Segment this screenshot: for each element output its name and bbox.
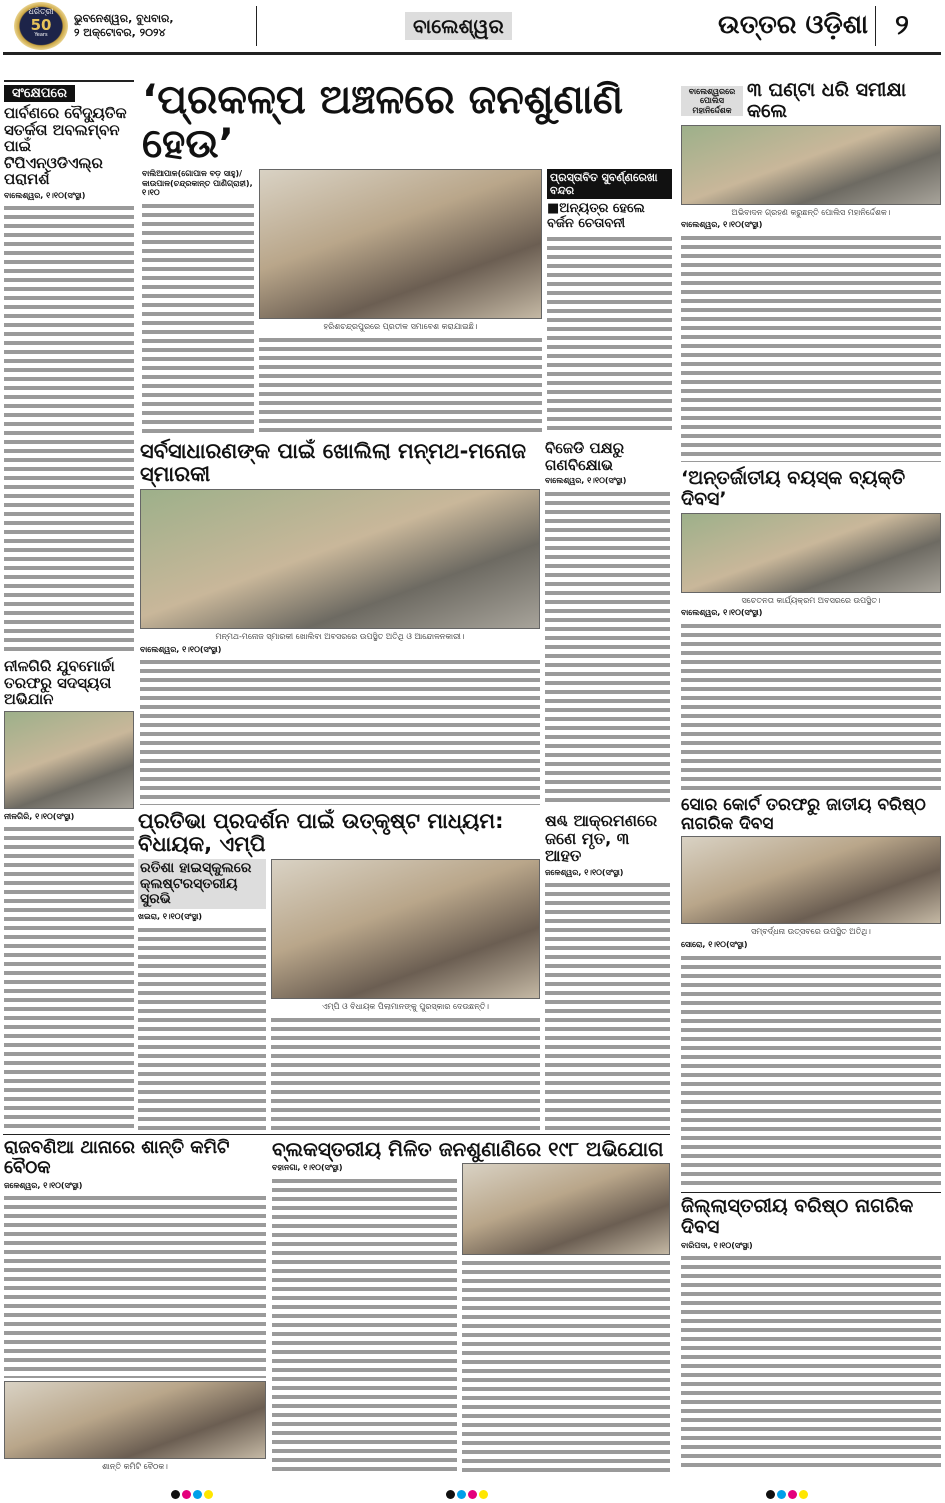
- soro-caption: ସମ୍ବର୍ଦ୍ଧନା ଉତ୍ସବରେ ଉପସ୍ଥିତ ଅତିଥି।: [751, 927, 871, 937]
- district-body: [681, 1253, 941, 1472]
- talent-caption: ଏମ୍ପି ଓ ବିଧାୟକ ପିଲାମାନଙ୍କୁ ପୁରସ୍କାର ଦେଉଛନ୍ତି।: [321, 1002, 490, 1012]
- divider: [875, 6, 876, 46]
- lead-dateline: ବାଲିଆପାଳ(ଗୋପାଳ ବଡ଼ ସାହୁ)/ କାଉପାଳ(ଚନ୍ଦ୍ରକାନ୍ତ ପାଣିଗ୍ରାହୀ), ୧।୧୦: [142, 169, 253, 198]
- district-story: [681, 1196, 941, 1472]
- block-story: [272, 1138, 670, 1472]
- lead-body-3: [547, 234, 672, 434]
- dgp-body: [681, 233, 941, 462]
- logo-text: ଧରିତ୍ରୀ: [28, 7, 54, 16]
- elderly-intl-headline: ‘ଅନ୍ତର୍ଜାତୀୟ ବୟସ୍କ ବ୍ୟକ୍ତି ଦିବସ’: [681, 467, 906, 510]
- dgp-photo: [681, 125, 941, 205]
- section-title: ଉତ୍ତର ଓଡ଼ିଶା: [718, 10, 868, 40]
- peace-dateline: ଜଳେଶ୍ୱର, ୧।୧୦(ସଂସ୍ଥା): [4, 1180, 83, 1190]
- memorial-dateline: ବାଲେଶ୍ୱର, ୧।୧୦(ସଂସ୍ଥା): [140, 644, 222, 654]
- divider: [256, 6, 257, 46]
- peace-headline: ରାଜବଣିଆ ଥାନାରେ ଶାନ୍ତି କମିଟି ବୈଠକ: [4, 1137, 230, 1178]
- lead-kicker: ପ୍ରସ୍ତାବିତ ସୁବର୍ଣ୍ଣରେଖା ବନ୍ଦର: [547, 169, 672, 199]
- elderly-intl-story: [681, 468, 941, 790]
- bull-dateline: ଜଳେଶ୍ୱର, ୧।୧୦(ସଂସ୍ଥା): [545, 867, 624, 877]
- bjd-body: [545, 489, 670, 805]
- page-number: ୨: [895, 8, 909, 41]
- soro-dateline: ସୋରୋ, ୧।୧୦(ସଂସ୍ଥା): [681, 939, 748, 949]
- logo-years: 50: [30, 15, 52, 34]
- lead-headline: ‘ପ୍ରକଳ୍ପ ଅଞ୍ଚଳରେ ଜନଶୁଣାଣି ହେଉ’: [142, 77, 624, 167]
- talent-dateline: ଖଇରା, ୧।୧୦(ସଂସ୍ଥା): [138, 912, 203, 922]
- block-photo: [462, 1163, 670, 1255]
- memorial-caption: ମନ୍ମଥ-ମନୋଜ ସ୍ମାରକୀ ଖୋଲିବା ଅବସରରେ ଉପସ୍ଥିତ ଅତିଥି ଓ ଆନ୍ଦୋଳନକାରୀ।: [215, 632, 465, 642]
- nilgiri-body: [4, 824, 134, 1130]
- peace-caption: ଶାନ୍ତି କମିଟି ବୈଠକ।: [102, 1462, 168, 1472]
- divider: [3, 1134, 670, 1135]
- district-headline: ଜିଲ୍ଲାସ୍ତରୀୟ ବରିଷ୍ଠ ନାଗରିକ ଦିବସ: [681, 1195, 914, 1238]
- brief-story: [4, 80, 134, 654]
- elderly-intl-caption: ସଚେତନତା କାର୍ଯ୍ୟକ୍ରମ ଅବସରରେ ଉପସ୍ଥିତ।: [741, 595, 881, 605]
- talent-body-2: [271, 1015, 540, 1130]
- talent-body: [138, 925, 266, 1130]
- memorial-photo: [140, 489, 540, 629]
- talent-headline: ପ୍ରତିଭା ପ୍ରଦର୍ଶନ ପାଇଁ ଉତ୍କୃଷ୍ଟ ମାଧ୍ୟମ: ବିଧାୟକ, ଏମ୍ପି: [138, 809, 504, 857]
- bull-body: [545, 880, 670, 1130]
- lead-story: [142, 78, 672, 434]
- soro-headline: ସୋର କୋର୍ଟ ତରଫରୁ ଜାତୀୟ ବରିଷ୍ଠ ନାଗରିକ ଦିବସ: [681, 795, 926, 834]
- elderly-intl-photo: [681, 513, 941, 593]
- brief-headline: ପାର୍ବଣରେ ବୈଦ୍ୟୁତିକ ସତର୍କତା ଅବଲମ୍ବନ ପାଇଁ ଟିପିଏନ୍ଓଡିଏଲ୍ର ପରାମର୍ଶ: [4, 104, 127, 188]
- lead-body-2: [259, 335, 542, 434]
- date-place: ଭୁବନେଶ୍ୱର, ବୁଧବାର,: [74, 12, 174, 25]
- date-date: ୨ ଅକ୍ଟୋବର, ୨୦୨୪: [74, 26, 166, 40]
- bjd-story: [545, 440, 670, 805]
- memorial-body: [140, 657, 540, 805]
- memorial-headline: ସର୍ବସାଧାରଣଙ୍କ ପାଇଁ ଖୋଲିଲା ମନ୍ମଥ-ମନୋଜ ସ୍ମାରକୀ: [140, 439, 526, 487]
- lead-sub: ■ଅନ୍ୟତ୍ର ହେଲେ ବର୍ଜନ ଚେତାବନୀ: [547, 201, 645, 231]
- talent-box: ରତିଶା ହାଇସ୍କୁଲରେ କ୍ଲଷ୍ଟରସ୍ତରୀୟ ସୁରଭି: [138, 859, 266, 909]
- edition-label: ବାଲେଶ୍ୱର: [405, 12, 512, 40]
- dgp-dateline: ବାଲେଶ୍ୱର, ୧।୧୦(ସଂସ୍ଥା): [681, 220, 763, 230]
- nilgiri-story: [4, 658, 134, 1130]
- brief-body: [4, 203, 134, 654]
- block-body-2: [462, 1258, 670, 1472]
- masthead-rule: [3, 52, 941, 55]
- dgp-headline: ୩ ଘଣ୍ଟା ଧରି ସମୀକ୍ଷା କଲେ: [747, 79, 907, 122]
- soro-body: [681, 953, 941, 1188]
- divider: [4, 80, 134, 82]
- bjd-headline: ବିଜେଡି ପକ୍ଷରୁ ଗଣବିକ୍ଷୋଭ: [545, 439, 625, 474]
- bull-headline: ଷଣ୍ଢ ଆକ୍ରମଣରେ ଜଣେ ମୃତ, ୩ ଆହତ: [545, 811, 658, 866]
- dgp-kicker: ବାଲେଶ୍ୱରରେ ପୋଲିସ ମହାନିର୍ଦ୍ଦେଶକ: [681, 86, 743, 117]
- district-dateline: ବାରିପଦା, ୧।୧୦(ସଂସ୍ଥା): [681, 1240, 753, 1250]
- block-dateline: ବହାନଗା, ୧।୧୦(ସଂସ୍ଥା): [272, 1163, 343, 1172]
- soro-photo: [681, 836, 941, 924]
- memorial-story: [140, 440, 540, 805]
- divider: [681, 1192, 941, 1193]
- dateline: [74, 12, 252, 41]
- lead-caption: ହରିଶଚନ୍ଦ୍ରପୁରରେ ପ୍ରତୀକ ସମାବେଶ କରାଯାଇଛି।: [323, 322, 478, 331]
- nilgiri-headline: ନୀଳଗିରି ଯୁବମୋର୍ଚ୍ଚା ତରଫରୁ ସଦସ୍ୟତା ଅଭିଯାନ: [4, 657, 115, 708]
- elderly-intl-dateline: ବାଲେଶ୍ୱର, ୧।୧୦(ସଂସ୍ଥା): [681, 608, 763, 618]
- bull-story: [545, 812, 670, 1130]
- nilgiri-photo: [4, 711, 134, 809]
- block-headline: ବ୍ଲକସ୍ତରୀୟ ମିଳିତ ଜନଶୁଣାଣିରେ ୧୯୮ ଅଭିଯୋଗ: [272, 1137, 664, 1161]
- lead-body: [142, 201, 254, 434]
- bjd-dateline: ବାଲେଶ୍ୱର, ୧।୧୦(ସଂସ୍ଥା): [545, 476, 627, 485]
- dgp-story: [681, 80, 941, 462]
- block-body: [272, 1176, 457, 1472]
- peace-photo: [4, 1381, 266, 1459]
- soro-story: [681, 796, 941, 1188]
- talent-story: [138, 810, 540, 1130]
- elderly-intl-body: [681, 621, 941, 790]
- logo-sub: Years: [34, 32, 48, 39]
- masthead-logo: [14, 2, 68, 50]
- peace-story: [4, 1138, 266, 1472]
- brief-dateline: ବାଲେଶ୍ୱର, ୧।୧୦(ସଂସ୍ଥା): [4, 190, 86, 200]
- brief-label: ସଂକ୍ଷେପରେ: [4, 85, 75, 102]
- peace-body: [4, 1193, 266, 1378]
- color-registration-marks: [0, 1480, 945, 1497]
- talent-photo: [271, 859, 540, 999]
- lead-photo: [259, 169, 542, 319]
- nilgiri-dateline: ନୀଳଗିରି, ୧।୧୦(ସଂସ୍ଥା): [4, 811, 75, 821]
- dgp-caption: ଅଭିବାଦନ ଗ୍ରହଣ କରୁଛନ୍ତି ପୋଲିସ ମହାନିର୍ଦ୍ଦେଶକ।: [731, 207, 891, 217]
